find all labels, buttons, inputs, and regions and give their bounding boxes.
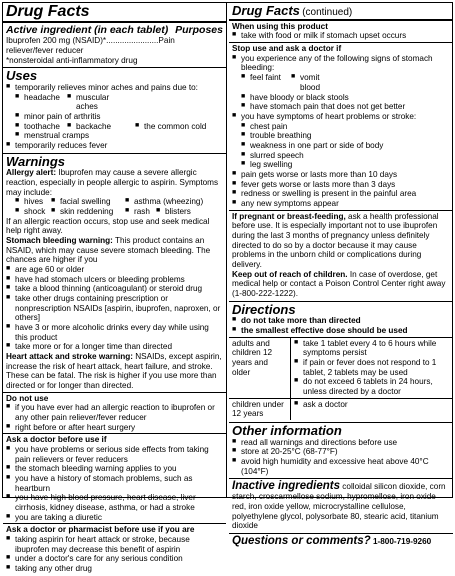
dosage-instructions-cell xyxy=(291,338,453,399)
list-item: ■ do not take more than directed xyxy=(232,316,450,326)
bleeding-signs-row xyxy=(241,73,450,102)
uses-row xyxy=(15,93,223,122)
list-item: ■ toothache xyxy=(15,122,61,132)
divider xyxy=(3,21,226,23)
active-ingredient-heading: Active ingredient (in each tablet) xyxy=(6,23,169,36)
do-not-use-heading: Do not use xyxy=(6,393,49,403)
uses-heading: Uses xyxy=(6,68,38,84)
list-item: ■ you experience any of the following signs of stomach bleeding: xyxy=(232,54,450,73)
list-item: ■ the smallest effective dose should be used xyxy=(232,326,450,336)
symptoms-row xyxy=(15,197,223,207)
list-item: ■ blisters xyxy=(156,207,191,217)
dosage-table xyxy=(229,337,453,420)
divider xyxy=(229,210,453,211)
other-information-heading: Other information xyxy=(232,422,342,438)
list-item: ■ under a doctor's care for any serious condition xyxy=(6,554,223,564)
list-item: ■ pain gets worse or lasts more than 10 days xyxy=(232,170,450,180)
divider xyxy=(229,19,453,21)
heart-stroke-warning: Heart attack and stroke warning: NSAIDs, except aspirin, increase the risk of heart attack, heart failure, and stroke. These can be fatal. The risk is higher if you use more than directed or for longer than directed. xyxy=(6,351,222,390)
list-item: ■ if you have ever had an allergic reaction to ibuprofen or any other pain reliever/fever reducer xyxy=(6,403,223,422)
divider xyxy=(3,523,226,524)
dosage-age-cell: children under 12 years xyxy=(229,399,291,420)
list-item: ■ any new symptoms appear xyxy=(232,199,450,209)
purposes-heading: Purposes xyxy=(175,23,223,36)
inactive-ingredients-text: colloidal silicon dioxide, corn starch, croscarmellose sodium, hypromellose, iron oxide red, iron oxide yellow, microcrystalline cellulose, polyethylene glycol, polysorbate 80, stearic acid, titanium dioxide xyxy=(232,482,446,531)
list-item: ■ take a blood thinning (anticoagulant) or steroid drug xyxy=(6,284,223,294)
list-item: ■ fever gets worse or lasts more than 3 days xyxy=(232,180,450,190)
drug-facts-label xyxy=(2,2,453,574)
directions-section xyxy=(229,302,453,423)
list-item: ■ do not exceed 6 tablets in 24 hours, unless directed by a doctor xyxy=(294,377,450,396)
list-item: ■ taking any other drug xyxy=(6,564,223,574)
list-item: ■ are age 60 or older xyxy=(6,265,223,275)
list-item: ■ chest pain xyxy=(241,122,450,132)
list-item: ■ facial swelling xyxy=(51,197,119,207)
list-item: ■ redness or swelling is present in the painful area xyxy=(232,189,450,199)
left-column xyxy=(3,3,227,574)
list-item: ■ the common cold xyxy=(135,122,206,132)
list-item: ■ have bloody or black stools xyxy=(241,93,349,103)
list-item: ■ if pain or fever does not respond to 1 tablet, 2 tablets may be used xyxy=(294,358,450,377)
list-item: ■ muscular aches xyxy=(67,93,129,112)
list-item: ■ ask a doctor xyxy=(294,400,450,410)
list-item: ■ have 3 or more alcoholic drinks every day while using this product xyxy=(6,323,223,342)
list-item: ■ temporarily reduces fever xyxy=(6,141,223,151)
list-item: ■ slurred speech xyxy=(241,151,450,161)
list-item: ■ backache xyxy=(67,122,129,132)
list-item: ■ rash xyxy=(125,207,150,217)
divider xyxy=(3,392,226,393)
when-using-heading: When using this product xyxy=(232,21,328,31)
other-information-section xyxy=(229,423,453,479)
list-item: ■ weakness in one part or side of body xyxy=(241,141,450,151)
keep-out-of-reach: Keep out of reach of children. In case of overdose, get medical help or contact a Poison Control Center right away (1-800-222-1222). xyxy=(232,269,446,298)
dosage-instructions-cell xyxy=(291,399,453,420)
list-item: ■ hives xyxy=(15,197,45,207)
list-item: ■ headache xyxy=(15,93,61,112)
drug-facts-title: Drug Facts xyxy=(6,3,90,20)
list-item: ■ trouble breathing xyxy=(241,131,450,141)
active-ingredient-section xyxy=(3,3,226,68)
nsaid-note: *nonsteroidal anti-inflammatory drug xyxy=(6,55,138,65)
ask-pharmacist-heading: Ask a doctor or pharmacist before use if you are xyxy=(6,525,195,535)
list-item: ■ have stomach pain that does not get better xyxy=(241,102,450,112)
questions-section xyxy=(229,534,453,549)
list-item: ■ menstrual cramps xyxy=(15,131,89,141)
directions-heading: Directions xyxy=(232,301,296,317)
allergy-alert: Allergy alert: Ibuprofen may cause a severe allergic reaction, especially in people allergic to aspirin. Symptoms may include: xyxy=(6,168,219,197)
list-item: ■ minor pain of arthritis xyxy=(15,112,100,122)
list-item: ■ take 1 tablet every 4 to 6 hours while symptoms persist xyxy=(294,339,450,358)
pregnancy-warning: If pregnant or breast-feeding, ask a health professional before use. It is especially important not to use ibuprofen during the last 3 months of pregnancy unless definitely directed to do so by a doctor because it may cause problems in the unborn child or complications during delivery. xyxy=(232,211,439,269)
ask-doctor-heading: Ask a doctor before use if xyxy=(6,435,107,445)
inactive-ingredients-heading: Inactive ingredients xyxy=(232,480,341,493)
uses-row xyxy=(15,122,223,132)
warnings-heading: Warnings xyxy=(6,153,65,169)
list-item: ■ taking aspirin for heart attack or stroke, because ibuprofen may decrease this benefit of aspirin xyxy=(6,535,223,554)
list-item: ■ leg swelling xyxy=(241,160,450,170)
list-item: ■ you have a history of stomach problems, such as heartburn xyxy=(6,474,223,493)
phone-number: 1-800-719-9260 xyxy=(372,537,432,547)
when-using-section xyxy=(229,3,453,302)
questions-heading: Questions or comments? xyxy=(232,535,371,548)
uses-row xyxy=(15,131,223,141)
list-item: ■ feel faint xyxy=(241,73,285,92)
list-item: ■ have had stomach ulcers or bleeding problems xyxy=(6,275,223,285)
list-item: ■ take more or for a longer time than directed xyxy=(6,342,223,352)
stop-use-heading: Stop use and ask a doctor if xyxy=(232,44,342,54)
list-item: ■ temporarily relieves minor aches and pains due to: xyxy=(6,83,223,93)
allergy-after: If an allergic reaction occurs, stop use and seek medical help right away. xyxy=(6,216,210,236)
stomach-bleeding-warning: Stomach bleeding warning: This product contains an NSAID, which may cause severe stomach bleeding. The chances are higher if you xyxy=(6,235,211,265)
list-item: ■ you have problems or serious side effects from taking pain relievers or fever reducers xyxy=(6,445,223,464)
list-item: ■ the stomach bleeding warning applies to you xyxy=(6,464,223,474)
list-item: ■ shock xyxy=(15,207,45,217)
warnings-section xyxy=(3,154,226,576)
divider xyxy=(3,433,226,434)
inactive-ingredients-section xyxy=(229,479,453,534)
active-ingredient-line: Ibuprofen 200 mg (NSAID)*.......................Pain reliever/fever reducer xyxy=(6,36,175,55)
list-item: ■ you are taking a diuretic xyxy=(6,513,223,523)
drug-facts-continued-title: Drug Facts (continued) xyxy=(232,3,353,18)
dosage-age-cell: adults and children 12 years and older xyxy=(229,338,291,399)
list-item: ■ avoid high humidity and excessive heat above 40°C (104°F) xyxy=(232,457,450,476)
list-item: ■ read all warnings and directions before use xyxy=(232,438,450,448)
right-column xyxy=(229,3,453,548)
list-item: ■ asthma (wheezing) xyxy=(125,197,203,207)
list-item: ■ store at 20-25°C (68-77°F) xyxy=(232,447,450,457)
uses-section xyxy=(3,68,226,153)
list-item: ■ vomit blood xyxy=(291,73,341,92)
list-item: ■ skin reddening xyxy=(51,207,119,217)
list-item: ■ right before or after heart surgery xyxy=(6,423,223,433)
list-item: ■ you have symptoms of heart problems or stroke: xyxy=(232,112,450,122)
list-item: ■ take with food or milk if stomach upset occurs xyxy=(232,31,450,41)
divider xyxy=(229,42,453,43)
list-item: ■ take other drugs containing prescription or nonprescription NSAIDs [aspirin, ibuprofen, naproxen, or others] xyxy=(6,294,223,323)
list-item: ■ you have high blood pressure, heart disease, liver cirrhosis, kidney disease, asthma, or had a stroke xyxy=(6,493,223,512)
symptoms-row xyxy=(15,207,223,217)
